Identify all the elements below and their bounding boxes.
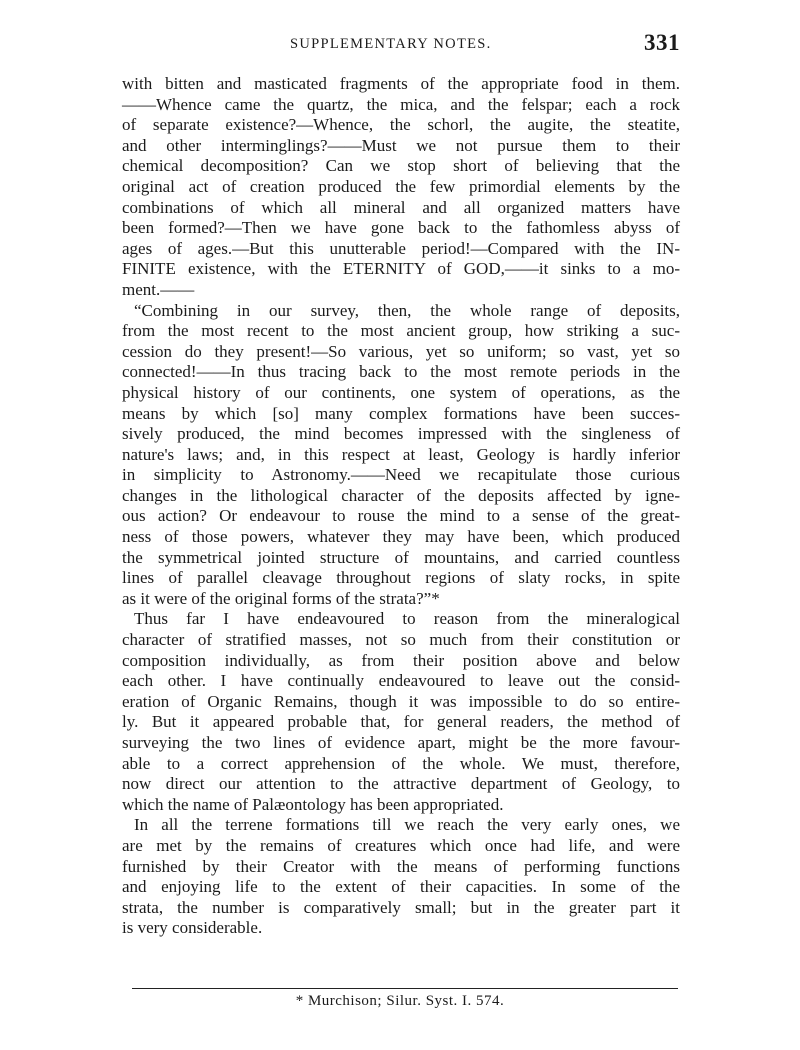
text-line: ness of those powers, whatever they may have been, which produced — [122, 527, 680, 547]
text-line: Thus far I have endeavoured to reason from the mineralogical — [134, 609, 680, 629]
page-header — [122, 30, 680, 64]
text-line: ly. But it appeared probable that, for general readers, the method of — [122, 712, 680, 732]
text-line: been formed?—Then we have gone back to the fathomless abyss of — [122, 218, 680, 238]
text-line: each other. I have continually endeavoured to leave out the consid- — [122, 671, 680, 691]
footnote-rule — [132, 988, 678, 989]
running-head: SUPPLEMENTARY NOTES. — [290, 36, 492, 52]
text-line: ment.—— — [122, 279, 195, 299]
text-line: character of stratified masses, not so much from their constitution or — [122, 630, 680, 650]
text-line: of separate existence?—Whence, the schorl, the augite, the steatite, — [122, 115, 680, 135]
text-line: connected!——In thus tracing back to the most remote periods in the — [122, 362, 680, 382]
footnote: * Murchison; Silur. Syst. I. 574. — [295, 993, 505, 1009]
text-line: ous action? Or endeavour to rouse the mind to a sense of the great- — [122, 506, 680, 526]
text-line: the symmetrical jointed structure of mountains, and carried countless — [122, 547, 680, 567]
text-line: means by which [so] many complex formations have been succes- — [122, 403, 680, 423]
text-line: changes in the lithological character of the deposits affected by igne- — [122, 485, 680, 505]
text-line: ——Whence came the quartz, the mica, and the felspar; each a rock — [122, 94, 680, 114]
text-line: FINITE existence, with the ETERNITY of GOD,——it sinks to a mo- — [122, 259, 680, 279]
text-line: which the name of Palæontology has been appropriated. — [122, 794, 504, 814]
text-line: in simplicity to Astronomy.——Need we recapitulate those curious — [122, 465, 680, 485]
text-line: In all the terrene formations till we reach the very early ones, we — [134, 815, 680, 835]
text-line: are met by the remains of creatures which once had life, and were — [122, 835, 680, 855]
text-line: cession do they present!—So various, yet so uniform; so vast, yet so — [122, 341, 680, 361]
text-line: combinations of which all mineral and all organized matters have — [122, 197, 680, 217]
text-line: ages of ages.—But this unutterable period!—Compared with the IN- — [122, 238, 680, 258]
text-line: and other interminglings?——Must we not pursue them to their — [122, 135, 680, 155]
text-line: able to a correct apprehension of the whole. We must, therefore, — [122, 753, 680, 773]
text-line: physical history of our continents, one system of operations, as the — [122, 382, 680, 402]
text-line: from the most recent to the most ancient group, how striking a suc- — [122, 321, 680, 341]
text-line: original act of creation produced the few primordial elements by the — [122, 176, 680, 196]
text-line: eration of Organic Remains, though it was impossible to do so entire- — [122, 691, 680, 711]
text-line: now direct our attention to the attractive department of Geology, to — [122, 774, 680, 794]
body-text — [122, 74, 680, 939]
text-line: furnished by their Creator with the means of performing functions — [122, 856, 680, 876]
text-line: is very considerable. — [122, 918, 263, 938]
text-line: as it were of the original forms of the strata?”* — [122, 588, 440, 608]
text-line: strata, the number is comparatively small; but in the greater part it — [122, 897, 680, 917]
text-line: “Combining in our survey, then, the whole range of deposits, — [134, 300, 680, 320]
text-line: surveying the two lines of evidence apart, might be the more favour- — [122, 733, 680, 752]
page-number: 331 — [644, 30, 680, 55]
text-line: lines of parallel cleavage throughout regions of slaty rocks, in spite — [122, 568, 680, 588]
text-line: sively produced, the mind becomes impressed with the singleness of — [122, 424, 680, 444]
text-line: and enjoying life to the extent of their capacities. In some of the — [122, 877, 680, 897]
text-line: composition individually, as from their position above and below — [122, 650, 680, 670]
text-line: nature's laws; and, in this respect at least, Geology is hardly inferior — [122, 444, 680, 464]
text-line: with bitten and masticated fragments of the appropriate food in them. — [122, 74, 680, 93]
text-line: chemical decomposition? Can we stop short of believing that the — [122, 156, 680, 176]
